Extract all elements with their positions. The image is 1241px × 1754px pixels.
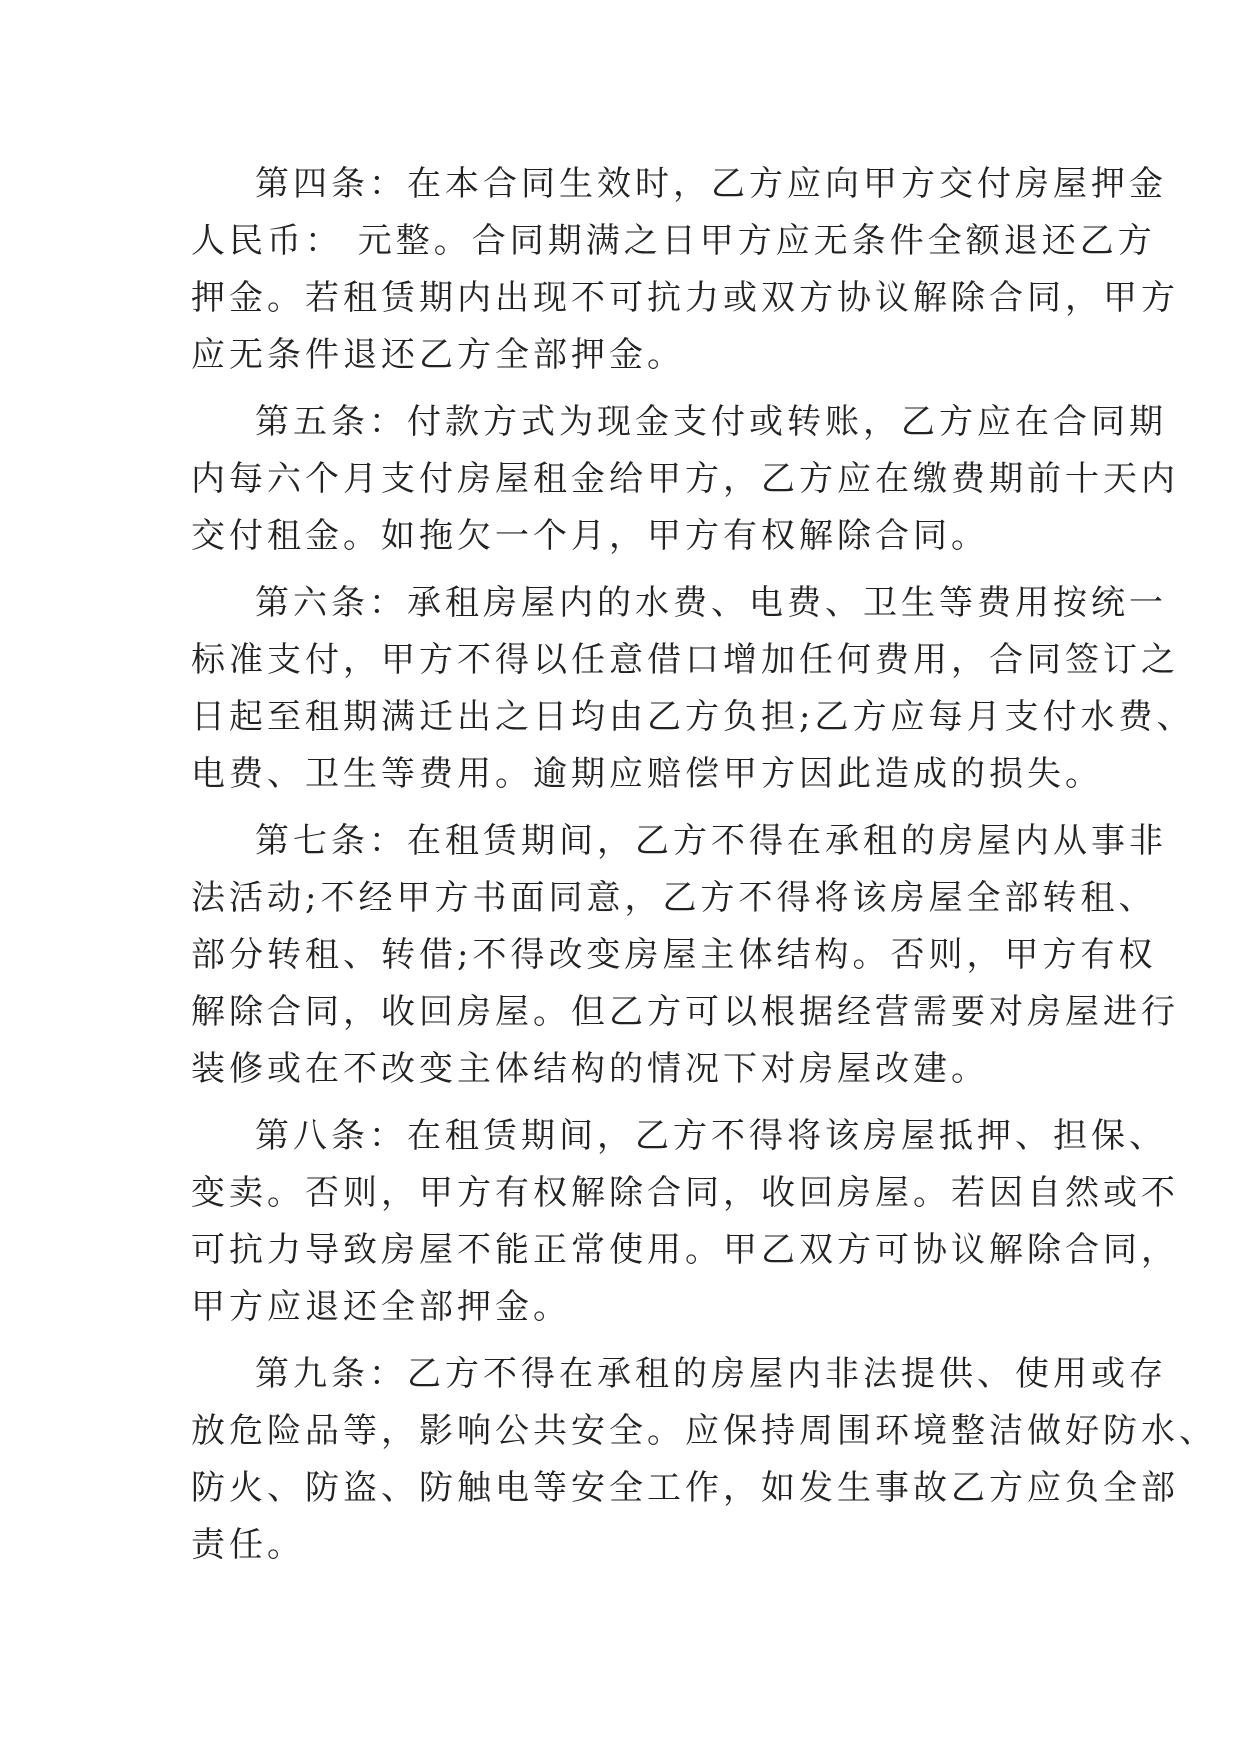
clause-4-line-2: 人民币： 元整。合同期满之日甲方应无条件全额退还乙方 (191, 221, 1156, 261)
clause-9-line-4: 责任。 (191, 1525, 305, 1565)
clause-4-line-1: 第四条：在本合同生效时，乙方应向甲方交付房屋押金 (255, 164, 1167, 204)
clause-4-line-4: 应无条件退还乙方全部押金。 (191, 335, 685, 375)
clause-8-line-4: 甲方应退还全部押金。 (191, 1287, 571, 1327)
clause-5-line-3: 交付租金。如拖欠一个月，甲方有权解除合同。 (191, 516, 989, 556)
clause-7-line-3: 部分转租、转借;不得改变房屋主体结构。否则，甲方有权 (191, 935, 1157, 975)
clause-9-line-1: 第九条：乙方不得在承租的房屋内非法提供、使用或存 (255, 1354, 1167, 1394)
clause-6-line-1: 第六条：承租房屋内的水费、电费、卫生等费用按统一 (255, 583, 1167, 623)
clause-7-line-4: 解除合同，收回房屋。但乙方可以根据经营需要对房屋进行 (191, 992, 1179, 1032)
clause-4-line-3: 押金。若租赁期内出现不可抗力或双方协议解除合同，甲方 (191, 278, 1179, 318)
clause-7-line-1: 第七条：在租赁期间，乙方不得在承租的房屋内从事非 (255, 821, 1167, 861)
clause-6-line-4: 电费、卫生等费用。逾期应赔偿甲方因此造成的损失。 (191, 754, 1103, 794)
clause-8-line-3: 可抗力导致房屋不能正常使用。甲乙双方可协议解除合同， (191, 1230, 1179, 1270)
clause-6-line-3: 日起至租期满迁出之日均由乙方负担;乙方应每月支付水费、 (191, 697, 1195, 737)
clause-7-line-5: 装修或在不改变主体结构的情况下对房屋改建。 (191, 1049, 989, 1089)
clause-9-line-2: 放危险品等，影响公共安全。应保持周围环境整洁做好防水、 (191, 1411, 1217, 1451)
clause-7-line-2: 法活动;不经甲方书面同意，乙方不得将该房屋全部转租、 (191, 878, 1157, 918)
clause-8-line-1: 第八条：在租赁期间，乙方不得将该房屋抵押、担保、 (255, 1116, 1167, 1156)
clause-8-line-2: 变卖。否则，甲方有权解除合同，收回房屋。若因自然或不 (191, 1173, 1179, 1213)
clause-5-line-2: 内每六个月支付房屋租金给甲方，乙方应在缴费期前十天内 (191, 459, 1179, 499)
clause-9-line-3: 防火、防盗、防触电等安全工作，如发生事故乙方应负全部 (191, 1468, 1179, 1508)
clause-5-line-1: 第五条：付款方式为现金支付或转账，乙方应在合同期 (255, 402, 1167, 442)
clause-6-line-2: 标准支付，甲方不得以任意借口增加任何费用，合同签订之 (191, 640, 1179, 680)
